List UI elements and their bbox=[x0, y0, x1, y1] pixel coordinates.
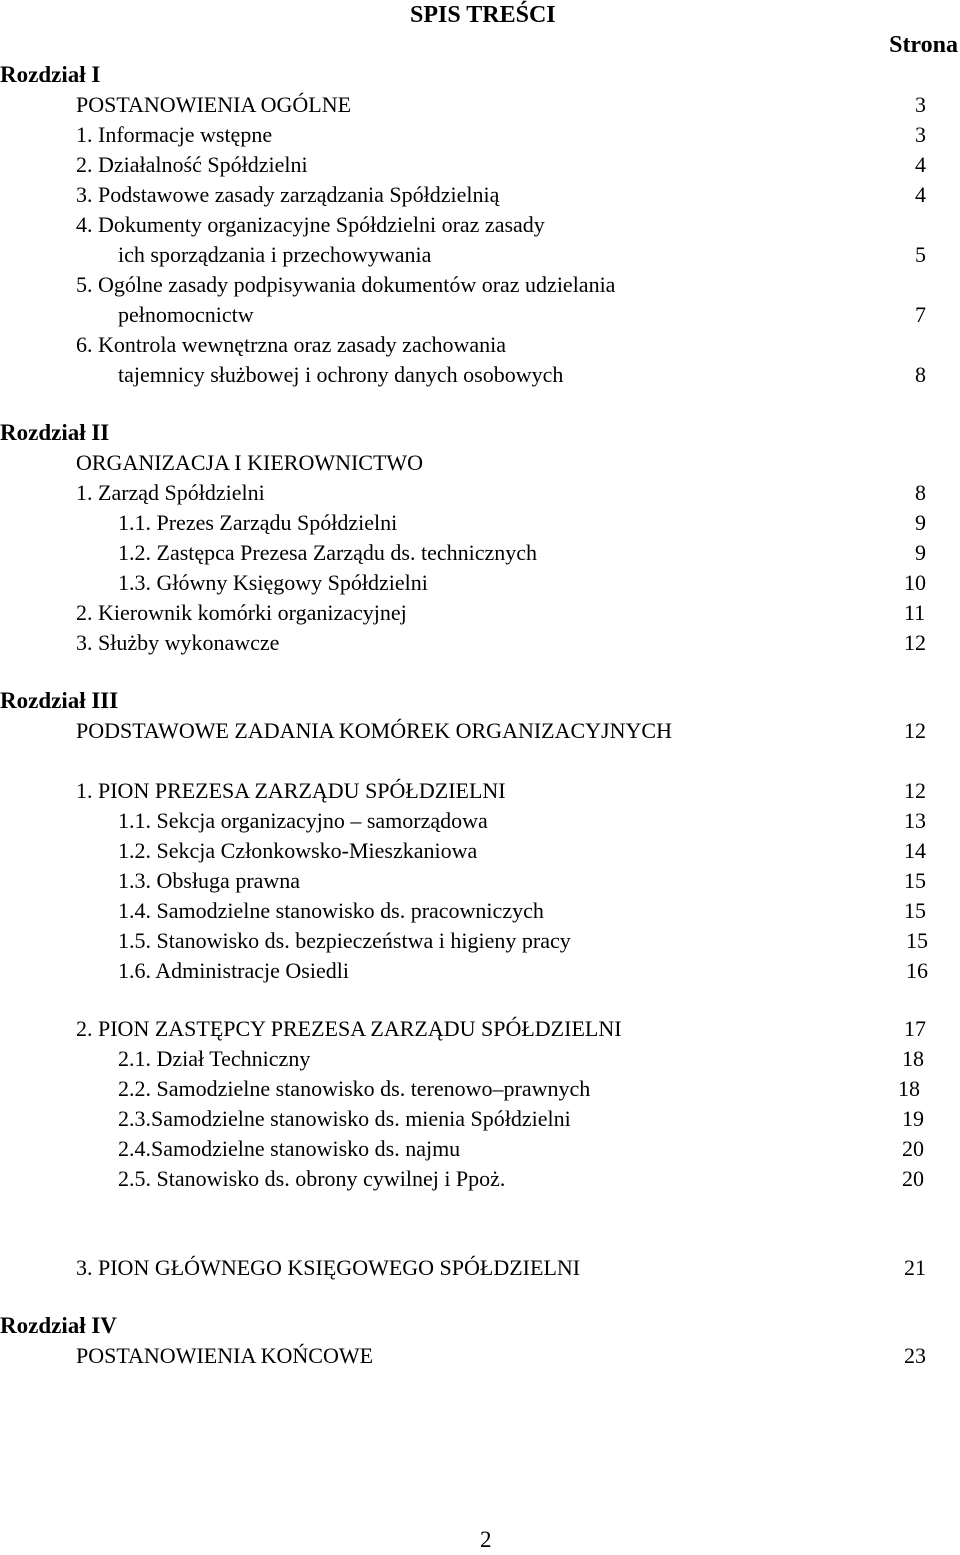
toc-entry bbox=[0, 628, 960, 658]
toc-entry-title: 1.6. Administracje Osiedli bbox=[118, 958, 349, 983]
toc-entry-page-number: 8 bbox=[915, 480, 926, 505]
toc-entry-page-number: 4 bbox=[915, 182, 926, 207]
footer-page-number: 2 bbox=[480, 1527, 492, 1552]
toc-entry-page-number: 10 bbox=[904, 570, 926, 595]
toc-entry bbox=[0, 568, 960, 598]
chapter-heading-text: Rozdział IV bbox=[0, 1313, 117, 1338]
toc-entry bbox=[0, 926, 960, 956]
toc-entry-title: ORGANIZACJA I KIEROWNICTWO bbox=[76, 450, 424, 475]
chapter-heading bbox=[0, 1311, 960, 1341]
toc-entry bbox=[0, 776, 960, 806]
toc-entry-title: 5. Ogólne zasady podpisywania dokumentów oraz udzielania bbox=[76, 272, 616, 297]
toc-entry-page-number: 5 bbox=[915, 242, 926, 267]
toc-entry-title: 1. PION PREZESA ZARZĄDU SPÓŁDZIELNI bbox=[76, 778, 506, 803]
toc-entry-title: 3. Służby wykonawcze bbox=[76, 630, 280, 655]
toc-entry-title: 2. PION ZASTĘPCY PREZESA ZARZĄDU SPÓŁDZIELNI bbox=[76, 1016, 622, 1041]
toc-entry bbox=[0, 806, 960, 836]
toc-entry bbox=[0, 300, 960, 330]
toc-entry-page-number: 12 bbox=[904, 630, 926, 655]
toc-entry-title: PODSTAWOWE ZADANIA KOMÓREK ORGANIZACYJNYCH bbox=[76, 718, 672, 743]
toc-entry bbox=[0, 330, 960, 360]
toc-entry bbox=[0, 180, 960, 210]
toc-entry-page-number: 20 bbox=[902, 1136, 924, 1161]
toc-entry bbox=[0, 240, 960, 270]
toc-entry bbox=[0, 150, 960, 180]
toc-entry bbox=[0, 120, 960, 150]
toc-entry-page-number: 17 bbox=[904, 1016, 926, 1041]
toc-entry bbox=[0, 538, 960, 568]
toc-entry-title: 2.3.Samodzielne stanowisko ds. mienia Spółdzielni bbox=[118, 1106, 571, 1131]
toc-entry-title: 1.2. Sekcja Członkowsko-Mieszkaniowa bbox=[118, 838, 478, 863]
toc-entry-title: pełnomocnictw bbox=[118, 302, 254, 327]
toc-entry bbox=[0, 956, 960, 986]
chapter-heading bbox=[0, 60, 960, 90]
chapter-heading-text: Rozdział III bbox=[0, 688, 119, 713]
toc-entry bbox=[0, 1104, 960, 1134]
toc-entry-title: 2. Działalność Spółdzielni bbox=[76, 152, 308, 177]
toc-entry-title: 2.1. Dział Techniczny bbox=[118, 1046, 311, 1071]
toc-entry-page-number: 20 bbox=[902, 1166, 924, 1191]
toc-entry-title: 1.2. Zastępca Prezesa Zarządu ds. technicznych bbox=[118, 540, 538, 565]
toc-entry bbox=[0, 360, 960, 390]
toc-entry bbox=[0, 448, 960, 478]
chapter-heading-text: Rozdział II bbox=[0, 420, 110, 445]
toc-entry-page-number: 9 bbox=[915, 510, 926, 535]
toc-entry-page-number: 18 bbox=[898, 1076, 920, 1101]
toc-entry-title: POSTANOWIENIA KOŃCOWE bbox=[76, 1343, 374, 1368]
toc-entry-page-number: 18 bbox=[902, 1046, 924, 1071]
toc-entry-title: 2. Kierownik komórki organizacyjnej bbox=[76, 600, 407, 625]
toc-entry-title: 4. Dokumenty organizacyjne Spółdzielni oraz zasady bbox=[76, 212, 545, 237]
toc-entry-page-number: 21 bbox=[904, 1255, 926, 1280]
toc-entry bbox=[0, 270, 960, 300]
toc-entry-title: 1.1. Prezes Zarządu Spółdzielni bbox=[118, 510, 398, 535]
toc-entry-title: 1.1. Sekcja organizacyjno – samorządowa bbox=[118, 808, 488, 833]
toc-entry-page-number: 14 bbox=[904, 838, 926, 863]
toc-entry bbox=[0, 478, 960, 508]
toc-entry bbox=[0, 1164, 960, 1194]
toc-entry-page-number: 15 bbox=[904, 898, 926, 923]
toc-entry-page-number: 12 bbox=[904, 718, 926, 743]
toc-entry-page-number: 15 bbox=[906, 928, 928, 953]
toc-entry-title: ich sporządzania i przechowywania bbox=[118, 242, 432, 267]
toc-entry bbox=[0, 1341, 960, 1371]
toc-entry-page-number: 4 bbox=[915, 152, 926, 177]
toc-entry-page-number: 9 bbox=[915, 540, 926, 565]
toc-entry-page-number: 11 bbox=[904, 600, 926, 625]
toc-entry-page-number: 3 bbox=[915, 92, 926, 117]
toc-entry-page-number: 12 bbox=[904, 778, 926, 803]
toc-entry bbox=[0, 836, 960, 866]
toc-entry bbox=[0, 90, 960, 120]
toc-entry-title: 1. Informacje wstępne bbox=[76, 122, 273, 147]
toc-entry-page-number: 13 bbox=[904, 808, 926, 833]
toc-entry-title: 1.3. Główny Księgowy Spółdzielni bbox=[118, 570, 428, 595]
toc-entry-title: 3. Podstawowe zasady zarządzania Spółdzielnią bbox=[76, 182, 500, 207]
toc-entry bbox=[0, 598, 960, 628]
document-title: SPIS TREŚCI bbox=[410, 2, 556, 28]
toc-entry-title: 6. Kontrola wewnętrzna oraz zasady zachowania bbox=[76, 332, 507, 357]
toc-entry bbox=[0, 1134, 960, 1164]
toc-entry bbox=[0, 508, 960, 538]
toc-entry-page-number: 19 bbox=[902, 1106, 924, 1131]
toc-entry-page-number: 16 bbox=[906, 958, 928, 983]
chapter-heading-text: Rozdział I bbox=[0, 62, 101, 87]
toc-entry-title: 1.4. Samodzielne stanowisko ds. pracowniczych bbox=[118, 898, 544, 923]
toc-entry-page-number: 7 bbox=[915, 302, 926, 327]
toc-entry bbox=[0, 210, 960, 240]
toc-entry-page-number: 15 bbox=[904, 868, 926, 893]
toc-entry-title: tajemnicy służbowej i ochrony danych osobowych bbox=[118, 362, 564, 387]
toc-entry bbox=[0, 896, 960, 926]
toc-entry bbox=[0, 1253, 960, 1283]
toc-entry-title: 1. Zarząd Spółdzielni bbox=[76, 480, 265, 505]
toc-entry bbox=[0, 1074, 960, 1104]
toc-entry bbox=[0, 716, 960, 746]
toc-entry-title: 2.4.Samodzielne stanowisko ds. najmu bbox=[118, 1136, 461, 1161]
toc-entry bbox=[0, 866, 960, 896]
toc-entry-title: POSTANOWIENIA OGÓLNE bbox=[76, 92, 352, 117]
chapter-heading bbox=[0, 686, 960, 716]
page-column-header: Strona bbox=[889, 32, 958, 58]
toc-entry-title: 3. PION GŁÓWNEGO KSIĘGOWEGO SPÓŁDZIELNI bbox=[76, 1255, 581, 1280]
toc-entry-page-number: 3 bbox=[915, 122, 926, 147]
toc-entry-title: 1.3. Obsługa prawna bbox=[118, 868, 301, 893]
toc-entry-page-number: 23 bbox=[904, 1343, 926, 1368]
toc-entry bbox=[0, 1044, 960, 1074]
toc-entry bbox=[0, 1014, 960, 1044]
chapter-heading bbox=[0, 418, 960, 448]
toc-entry-title: 1.5. Stanowisko ds. bezpieczeństwa i higieny pracy bbox=[118, 928, 571, 953]
toc-entry-title: 2.2. Samodzielne stanowisko ds. terenowo–prawnych bbox=[118, 1076, 591, 1101]
toc-entry-title: 2.5. Stanowisko ds. obrony cywilnej i Ppoż. bbox=[118, 1166, 506, 1191]
toc-entry-page-number: 8 bbox=[915, 362, 926, 387]
